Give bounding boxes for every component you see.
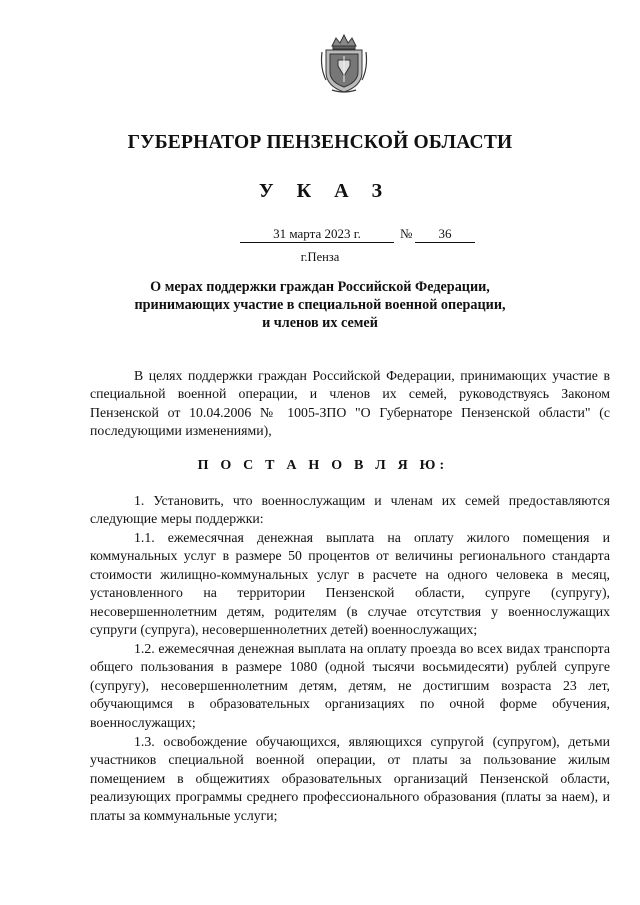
date-number-line xyxy=(0,226,640,244)
coat-of-arms-icon xyxy=(318,32,370,94)
paragraph-1-1: 1.1. ежемесячная денежная выплата на оплату жилого помещения и коммунальных услуг в размере 50 процентов от величины регионального стандарта стоимости жилищно-коммунальных услуг в расчете на одного человека в месяц, установленного на территории Пензенской области, супруге (супругу), несовершеннолетним детям, родителям (в случае отсутствия у военнослужащих супруги (супруга), несовершеннолетних детей) военнослужащих; xyxy=(90,530,610,638)
title-line-3: и членов их семей xyxy=(262,315,378,331)
paragraph-1: 1. Установить, что военнослужащим и членам их семей предоставляются следующие меры поддержки: xyxy=(90,493,610,527)
document-type-heading: У К А З xyxy=(258,180,392,202)
document-title xyxy=(90,278,550,332)
decree-heading: П О С Т А Н О В Л Я Ю: xyxy=(197,458,449,473)
title-line-2: принимающих участие в специальной военной операции, xyxy=(134,297,506,313)
intro-paragraph: В целях поддержки граждан Российской Федерации, принимающих участие в специальной военной операции, и членов их семей, руководствуясь Законом Пензенской от 10.04.2006 № 1005-ЗПО "О Губернаторе Пензенской области" (с последующими изменениями), xyxy=(90,368,610,439)
paragraph-1-3: 1.3. освобождение обучающихся, являющихся супругой (супругом), детьми участников специальной военной операции, от платы за пользование жилым помещением в общежитиях образовательных организаций Пензенской области, реализующих программы среднего профессионального образования (платы за наем), и платы за коммунальные услуги; xyxy=(90,734,610,823)
organization-heading: ГУБЕРНАТОР ПЕНЗЕНСКОЙ ОБЛАСТИ xyxy=(127,132,513,153)
document-number: 36 xyxy=(415,226,475,243)
paragraph-1-2: 1.2. ежемесячная денежная выплата на оплату проезда во всех видах транспорта общего пользования в размере 1080 (одной тысячи восьмидесяти) рублей супруге (супругу), несовершеннолетним детям, детям, не достигшим возраста 23 лет, обучающимся в образовательных организациях по очной форме обучения, военнослужащих; xyxy=(90,641,610,730)
city-label: г.Пенза xyxy=(300,250,340,264)
title-line-1: О мерах поддержки граждан Российской Федерации, xyxy=(150,279,490,295)
document-date: 31 марта 2023 г. xyxy=(240,226,394,243)
number-label: № xyxy=(400,226,413,241)
